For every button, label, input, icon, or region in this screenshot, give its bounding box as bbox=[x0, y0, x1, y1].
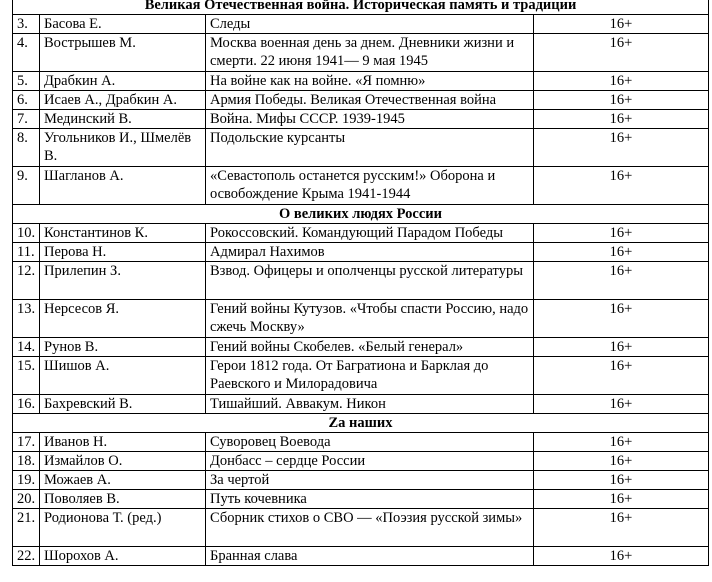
book-list-table bbox=[12, 0, 709, 566]
row-number: 10. bbox=[13, 224, 40, 243]
age-rating-cell: 16+ bbox=[534, 300, 709, 338]
row-number: 4. bbox=[13, 34, 40, 72]
age-rating-cell: 16+ bbox=[534, 34, 709, 72]
title-cell: Адмирал Нахимов bbox=[206, 243, 534, 262]
title-cell: Армия Победы. Великая Отечественная война bbox=[206, 91, 534, 110]
age-rating-cell: 16+ bbox=[534, 547, 709, 566]
title-cell: Сборник стихов о СВО — «Поэзия русской зимы» bbox=[206, 509, 534, 547]
section-header-row bbox=[13, 205, 709, 224]
table-row bbox=[13, 167, 709, 205]
row-number: 21. bbox=[13, 509, 40, 547]
author-cell: Поволяев В. bbox=[40, 490, 206, 509]
title-cell: Гений войны Кутузов. «Чтобы спасти Россию, надо сжечь Москву» bbox=[206, 300, 534, 338]
row-number: 8. bbox=[13, 129, 40, 167]
author-cell: Угольников И., Шмелёв В. bbox=[40, 129, 206, 167]
row-number: 5. bbox=[13, 72, 40, 91]
author-cell: Родионова Т. (ред.) bbox=[40, 509, 206, 547]
age-rating-cell: 16+ bbox=[534, 167, 709, 205]
author-cell: Рунов В. bbox=[40, 338, 206, 357]
title-cell: Москва военная день за днем. Дневники жизни и смерти. 22 июня 1941— 9 мая 1945 bbox=[206, 34, 534, 72]
age-rating-cell: 16+ bbox=[534, 357, 709, 395]
age-rating-cell: 16+ bbox=[534, 395, 709, 414]
section-header-row bbox=[13, 0, 709, 15]
table-row bbox=[13, 433, 709, 452]
row-number: 12. bbox=[13, 262, 40, 300]
row-number: 16. bbox=[13, 395, 40, 414]
author-cell: Нерсесов Я. bbox=[40, 300, 206, 338]
table-row bbox=[13, 15, 709, 34]
author-cell: Басова Е. bbox=[40, 15, 206, 34]
age-rating-cell: 16+ bbox=[534, 91, 709, 110]
author-cell: Константинов К. bbox=[40, 224, 206, 243]
table-row bbox=[13, 300, 709, 338]
title-cell: Донбасс – сердце России bbox=[206, 452, 534, 471]
age-rating-cell: 16+ bbox=[534, 72, 709, 91]
section-title: Великая Отечественная война. Историческая память и традиции bbox=[13, 0, 709, 15]
table-row bbox=[13, 338, 709, 357]
author-cell: Шорохов А. bbox=[40, 547, 206, 566]
title-cell: Подольские курсанты bbox=[206, 129, 534, 167]
table-row bbox=[13, 509, 709, 547]
table-row bbox=[13, 224, 709, 243]
title-cell: Путь кочевника bbox=[206, 490, 534, 509]
author-cell: Исаев А., Драбкин А. bbox=[40, 91, 206, 110]
section-title: Zа наших bbox=[13, 414, 709, 433]
title-cell: Суворовец Воевода bbox=[206, 433, 534, 452]
table-row bbox=[13, 262, 709, 300]
row-number: 15. bbox=[13, 357, 40, 395]
age-rating-cell: 16+ bbox=[534, 338, 709, 357]
age-rating-cell: 16+ bbox=[534, 509, 709, 547]
title-cell: Война. Мифы СССР. 1939-1945 bbox=[206, 110, 534, 129]
row-number: 20. bbox=[13, 490, 40, 509]
author-cell: Перова Н. bbox=[40, 243, 206, 262]
table-row bbox=[13, 471, 709, 490]
title-cell: «Севастополь останется русским!» Оборона и освобождение Крыма 1941-1944 bbox=[206, 167, 534, 205]
row-number: 3. bbox=[13, 15, 40, 34]
row-number: 7. bbox=[13, 110, 40, 129]
row-number: 6. bbox=[13, 91, 40, 110]
author-cell: Бахревский В. bbox=[40, 395, 206, 414]
age-rating-cell: 16+ bbox=[534, 110, 709, 129]
row-number: 14. bbox=[13, 338, 40, 357]
title-cell: На войне как на войне. «Я помню» bbox=[206, 72, 534, 91]
title-cell: За чертой bbox=[206, 471, 534, 490]
table-row bbox=[13, 490, 709, 509]
age-rating-cell: 16+ bbox=[534, 262, 709, 300]
row-number: 9. bbox=[13, 167, 40, 205]
age-rating-cell: 16+ bbox=[534, 452, 709, 471]
table-row bbox=[13, 34, 709, 72]
table-row bbox=[13, 395, 709, 414]
author-cell: Вострышев М. bbox=[40, 34, 206, 72]
age-rating-cell: 16+ bbox=[534, 224, 709, 243]
author-cell: Можаев А. bbox=[40, 471, 206, 490]
section-title: О великих людях России bbox=[13, 205, 709, 224]
table-row bbox=[13, 129, 709, 167]
age-rating-cell: 16+ bbox=[534, 490, 709, 509]
table-row bbox=[13, 110, 709, 129]
row-number: 13. bbox=[13, 300, 40, 338]
row-number: 22. bbox=[13, 547, 40, 566]
table-row bbox=[13, 452, 709, 471]
title-cell: Тишайший. Аввакум. Никон bbox=[206, 395, 534, 414]
author-cell: Мединский В. bbox=[40, 110, 206, 129]
author-cell: Шагланов А. bbox=[40, 167, 206, 205]
author-cell: Драбкин А. bbox=[40, 72, 206, 91]
row-number: 11. bbox=[13, 243, 40, 262]
title-cell: Рокоссовский. Командующий Парадом Победы bbox=[206, 224, 534, 243]
age-rating-cell: 16+ bbox=[534, 433, 709, 452]
age-rating-cell: 16+ bbox=[534, 15, 709, 34]
row-number: 18. bbox=[13, 452, 40, 471]
title-cell: Герои 1812 года. От Багратиона и Барклая до Раевского и Милорадовича bbox=[206, 357, 534, 395]
table-row bbox=[13, 91, 709, 110]
age-rating-cell: 16+ bbox=[534, 471, 709, 490]
author-cell: Иванов Н. bbox=[40, 433, 206, 452]
section-header-row bbox=[13, 414, 709, 433]
age-rating-cell: 16+ bbox=[534, 129, 709, 167]
table-row bbox=[13, 72, 709, 91]
title-cell: Следы bbox=[206, 15, 534, 34]
author-cell: Измайлов О. bbox=[40, 452, 206, 471]
row-number: 19. bbox=[13, 471, 40, 490]
title-cell: Взвод. Офицеры и ополченцы русской литературы bbox=[206, 262, 534, 300]
author-cell: Шишов А. bbox=[40, 357, 206, 395]
row-number: 17. bbox=[13, 433, 40, 452]
author-cell: Прилепин З. bbox=[40, 262, 206, 300]
table-row bbox=[13, 547, 709, 566]
table-row bbox=[13, 243, 709, 262]
title-cell: Бранная слава bbox=[206, 547, 534, 566]
age-rating-cell: 16+ bbox=[534, 243, 709, 262]
title-cell: Гений войны Скобелев. «Белый генерал» bbox=[206, 338, 534, 357]
table-row bbox=[13, 357, 709, 395]
